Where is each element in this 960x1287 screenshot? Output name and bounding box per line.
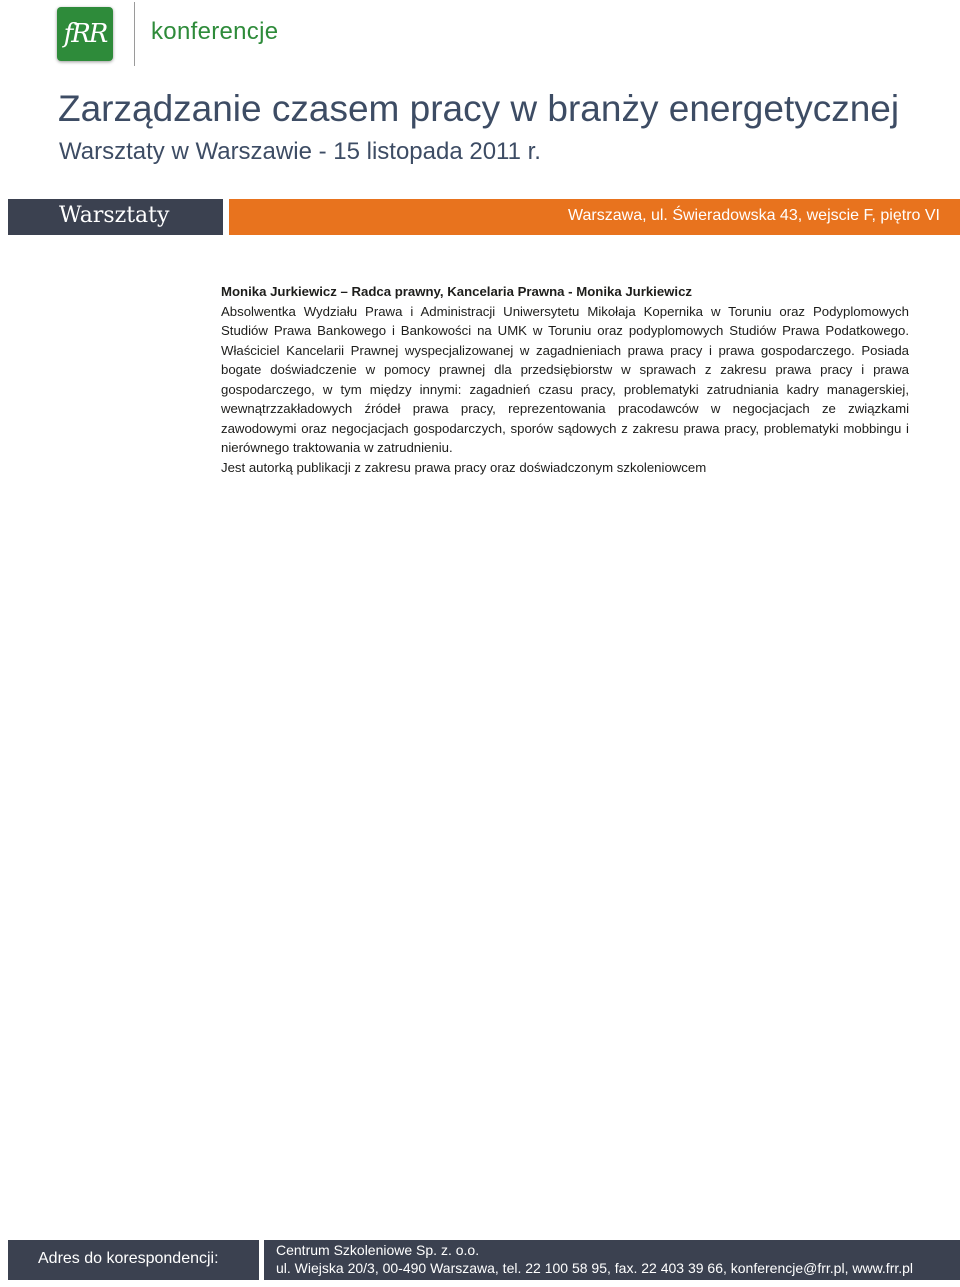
speaker-bio: Absolwentka Wydziału Prawa i Administracji Uniwersytetu Mikołaja Kopernika w Toruniu oraz Podyplomowych Studiów Prawa Bankowego i Bankowości na UMK w Toruniu oraz podyplomowych Studiów Prawa Podatkowego. Właściciel Kancelarii Prawnej wyspecjalizowanej w zagadnieniach prawa pracy i prawa gospodarczego. Posiada bogate doświadczenie w pomocy prawnej dla przedsiębiorstw w sprawach z zakresu prawa pracy i prawa gospodarczego, w tym między innymi: zagadnień czasu pracy, problematyki zatrudniania kadry managerskiej, wewnątrzzakładowych źródeł prawa pracy, reprezentowania pracodawców w negocjacjach ze związkami zawodowymi oraz negocjacjach gospodarczych, sporów sądowych z zakresu prawa pracy, problematyki mobbingu i nierównego traktowania w zatrudnieniu.	[221, 303, 909, 455]
logo-text: fRR	[63, 19, 107, 49]
footer-label-box	[8, 1240, 259, 1280]
brand-label: konferencje	[151, 18, 279, 45]
section-label: Warsztaty	[59, 203, 170, 228]
speaker-heading: Monika Jurkiewicz – Radca prawny, Kancelaria Prawna - Monika Jurkiewicz	[221, 284, 693, 299]
section-bar	[8, 199, 223, 235]
location-bar	[229, 199, 960, 235]
header-divider	[134, 2, 135, 66]
footer-label: Adres do korespondencji:	[38, 1250, 219, 1267]
speaker-section	[221, 282, 909, 477]
footer-contact-box	[264, 1240, 960, 1280]
footer-address: ul. Wiejska 20/3, 00-490 Warszawa, tel. 22 100 58 95, fax. 22 403 39 66, konferencje@frr.pl, www.frr.pl	[276, 1260, 914, 1276]
footer-company: Centrum Szkoleniowe Sp. z. o.o.	[276, 1242, 480, 1258]
location-text: Warszawa, ul. Świeradowska 43, wejscie F, piętro VI	[568, 207, 940, 224]
page-title: Zarządzanie czasem pracy w branży energetycznej	[58, 88, 900, 129]
page-subtitle: Warsztaty w Warszawie - 15 listopada 2011 r.	[59, 138, 541, 165]
speaker-bio-closing: Jest autorką publikacji z zakresu prawa pracy oraz doświadczonym szkoleniowcem	[221, 459, 707, 475]
logo	[57, 7, 113, 61]
